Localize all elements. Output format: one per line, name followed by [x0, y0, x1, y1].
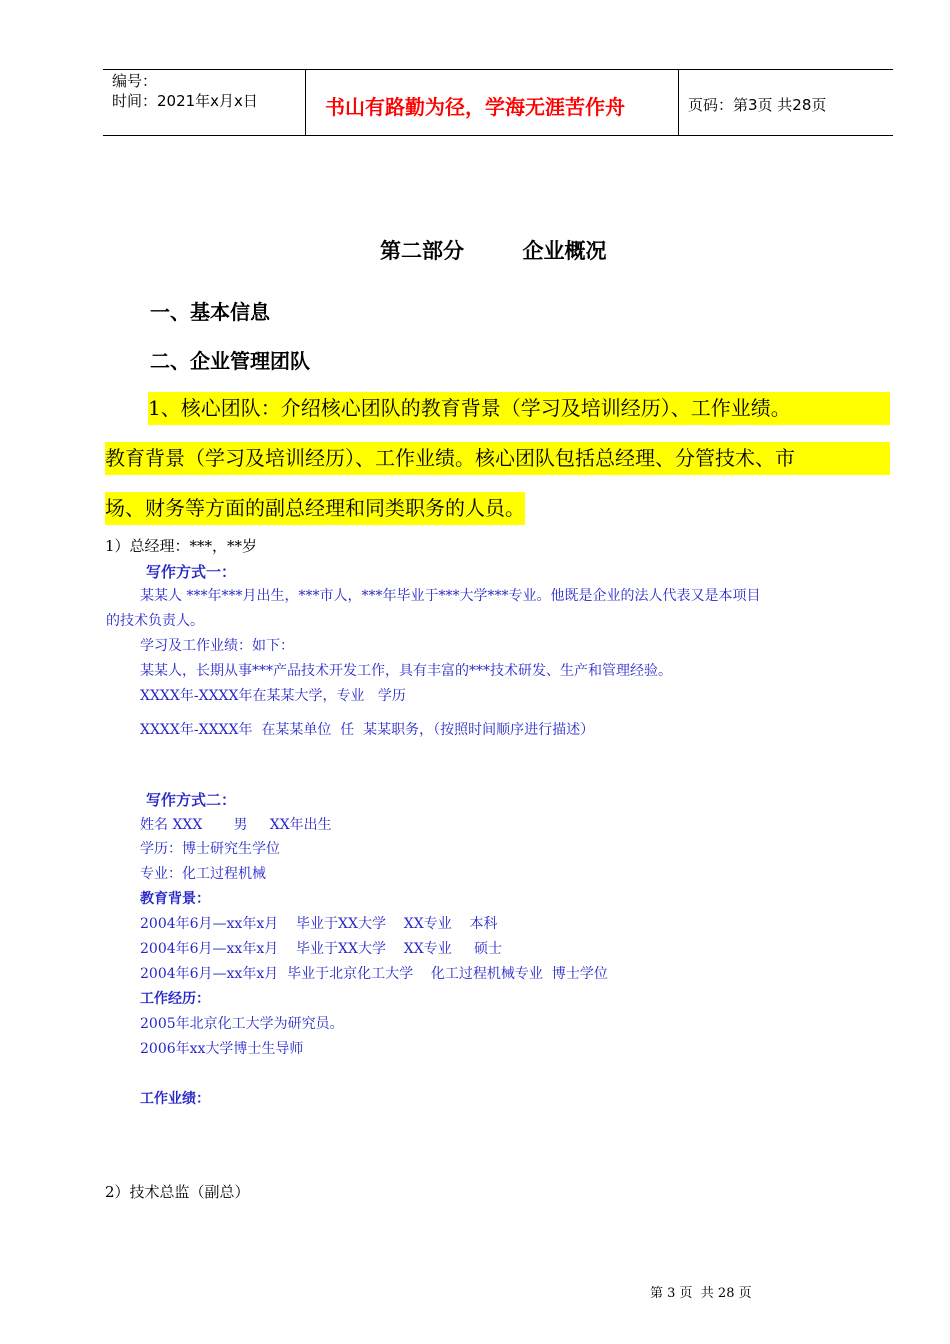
work-row: 2006年xx大学博士生导师 — [140, 1041, 304, 1057]
header-divider-left — [305, 69, 306, 136]
style1-line-2: 的技术负责人。 — [106, 613, 204, 629]
style1-line-3: 学习及工作业绩：如下： — [140, 638, 294, 654]
style2-major: 专业：化工过程机械 — [140, 866, 266, 882]
header-bottom-border — [103, 135, 893, 136]
style1-line-1: 某某人 ***年***月出生，***市人，***年毕业于***大学***专业。他既是企业的法人代表又是本项目 — [140, 588, 761, 604]
header-motto: 书山有路勤为径，学海无涯苦作舟 — [325, 95, 625, 119]
section-management-team: 二、企业管理团队 — [150, 349, 310, 373]
page-footer: 第 3 页 共 28 页 — [650, 1286, 752, 1301]
style1-line-6: XXXX年-XXXX年 在某某单位 任 某某职务，（按照时间顺序进行描述） — [140, 722, 595, 738]
highlight-line-3: 场、财务等方面的副总经理和同类职务的人员。 — [105, 492, 525, 525]
header-divider-right — [678, 69, 679, 136]
style2-education-heading: 教育背景： — [140, 891, 210, 907]
education-row: 2004年6月—xx年x月 毕业于XX大学 XX专业 本科 — [140, 916, 498, 932]
education-row: 2004年6月—xx年x月 毕业于北京化工大学 化工过程机械专业 博士学位 — [140, 966, 608, 982]
header-page-number: 页码：第3页 共28页 — [688, 96, 827, 114]
style1-line-4: 某某人，长期从事***产品技术开发工作，具有丰富的***技术研发、生产和管理经验。 — [140, 663, 672, 679]
item-technical-director: 2）技术总监（副总） — [105, 1183, 250, 1201]
style1-line-5: XXXX年-XXXX年在某某大学，专业 学历 — [140, 688, 406, 704]
style1-heading: 写作方式一： — [146, 563, 237, 581]
highlight-line-1: 1、核心团队：介绍核心团队的教育背景（学习及培训经历）、工作业绩。 — [148, 392, 890, 425]
header-top-border — [103, 69, 893, 70]
work-row: 2005年北京化工大学为研究员。 — [140, 1016, 344, 1032]
header-time: 时间：2021年x月x日 — [112, 92, 258, 110]
education-row: 2004年6月—xx年x月 毕业于XX大学 XX专业 硕士 — [140, 941, 502, 957]
style2-name: 姓名 XXX 男 XX年出生 — [140, 817, 332, 833]
style2-achievements-heading: 工作业绩： — [140, 1091, 210, 1107]
header-number: 编号： — [112, 72, 158, 90]
page-title: 第二部分 企业概况 — [380, 239, 607, 263]
item-general-manager: 1）总经理：***，**岁 — [105, 537, 258, 555]
section-basic-info: 一、基本信息 — [150, 300, 270, 324]
highlight-line-2: 教育背景（学习及培训经历）、工作业绩。核心团队包括总经理、分管技术、市 — [105, 442, 890, 475]
style2-work-heading: 工作经历： — [140, 991, 210, 1007]
style2-degree: 学历：博士研究生学位 — [140, 841, 280, 857]
style2-heading: 写作方式二： — [146, 791, 237, 809]
